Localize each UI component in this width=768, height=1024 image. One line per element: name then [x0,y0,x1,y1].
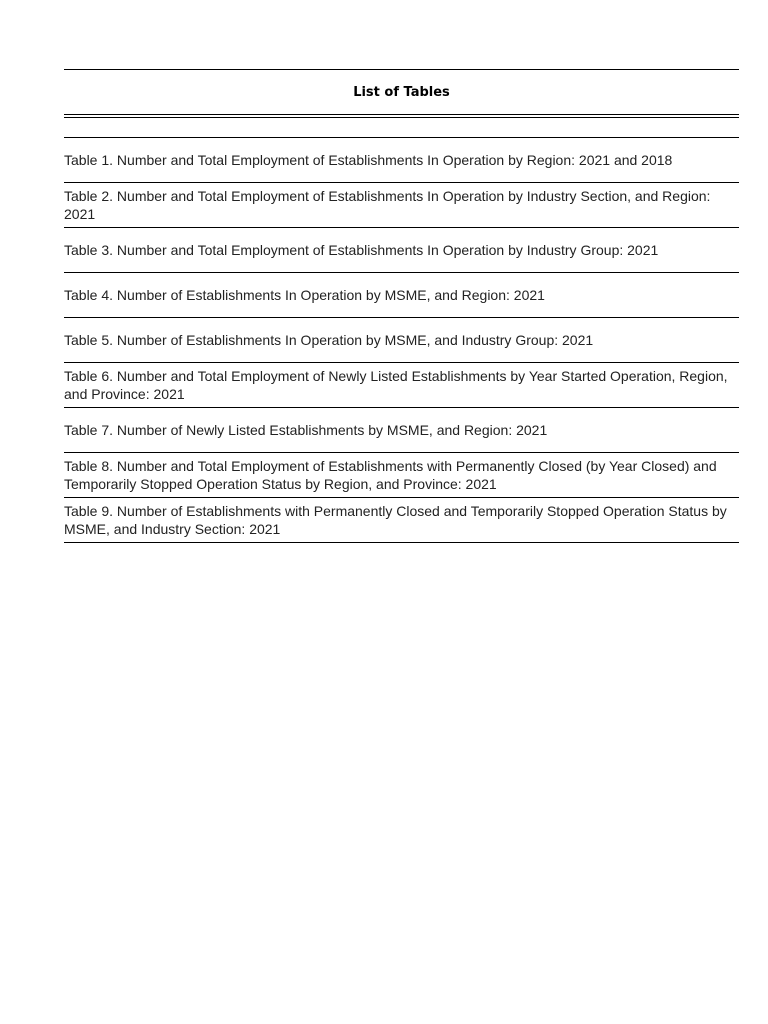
table-list-item-6[interactable] [64,363,739,408]
table-list-item-label: Table 7. Number of Newly Listed Establishments by MSME, and Region: 2021 [64,422,548,438]
table-list-item-7[interactable] [64,408,739,453]
table-list-item-label: Table 9. Number of Establishments with Permanently Closed and Temporarily Stopped Operation Status by MSME, and Industry Section: 2021 [64,503,727,537]
table-list-item-1[interactable] [64,138,739,183]
table-list-item-8[interactable] [64,453,739,498]
page-title: List of Tables [353,84,450,100]
table-list-item-label: Table 3. Number and Total Employment of Establishments In Operation by Industry Group: 2021 [64,242,659,258]
list-of-tables-page [64,69,739,543]
table-list-item-label: Table 8. Number and Total Employment of Establishments with Permanently Closed (by Year Closed) and Temporarily Stopped Operation Status by Region, and Province: 2021 [64,458,717,492]
table-list-item-2[interactable] [64,183,739,228]
table-list-item-label: Table 1. Number and Total Employment of Establishments In Operation by Region: 2021 and 2018 [64,152,673,168]
table-list-item-3[interactable] [64,228,739,273]
table-list-item-label: Table 2. Number and Total Employment of Establishments In Operation by Industry Section, and Region: 2021 [64,188,711,222]
table-list [64,138,739,543]
table-list-item-9[interactable] [64,498,739,543]
title-block [64,70,739,114]
table-list-item-label: Table 5. Number of Establishments In Operation by MSME, and Industry Group: 2021 [64,332,594,348]
table-list-item-5[interactable] [64,318,739,363]
table-list-item-label: Table 6. Number and Total Employment of Newly Listed Establishments by Year Started Operation, Region, and Province: 2021 [64,368,728,402]
table-list-item-label: Table 4. Number of Establishments In Operation by MSME, and Region: 2021 [64,287,545,303]
table-list-item-4[interactable] [64,273,739,318]
header-spacer-row [64,118,739,138]
